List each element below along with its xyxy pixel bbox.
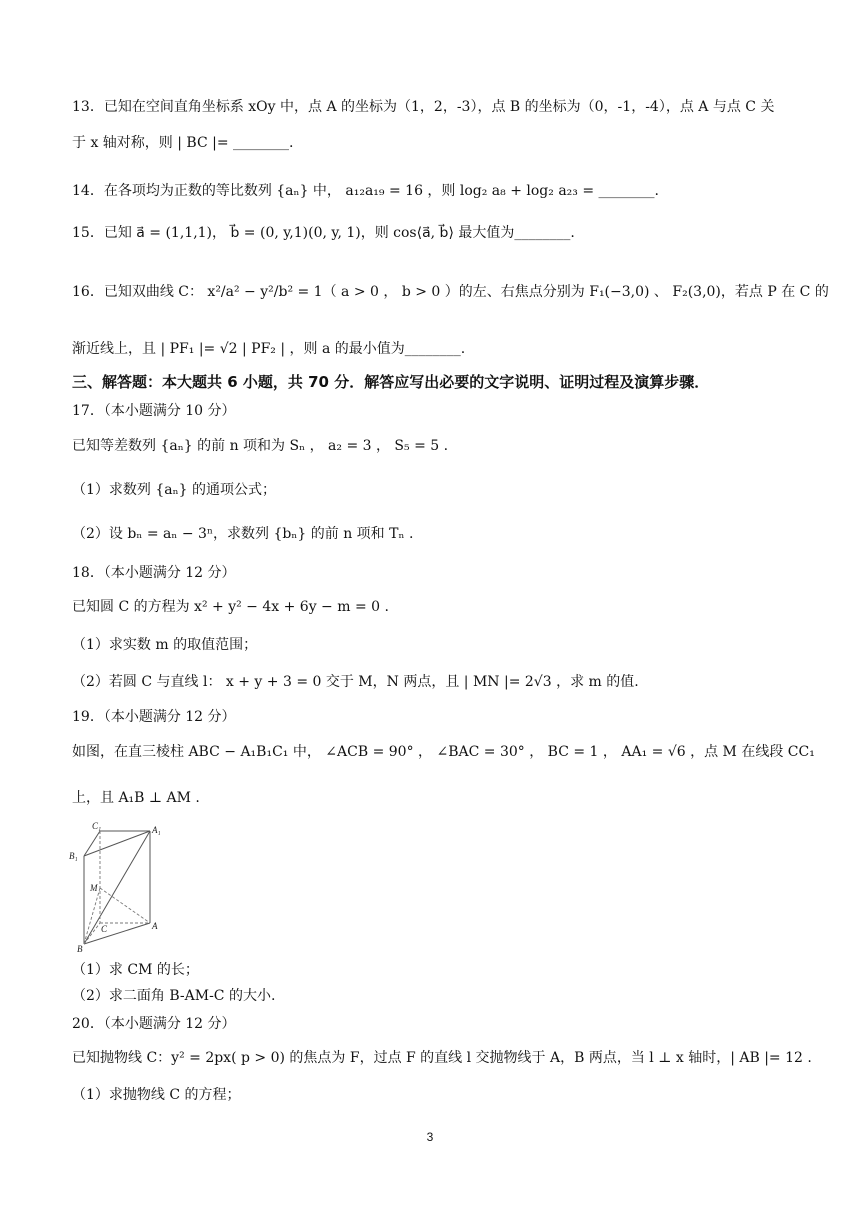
segment-m-b xyxy=(84,888,100,944)
problem-14: 14．在各项均为正数的等比数列 {aₙ} 中， a₁₂a₁₉ = 16 ，则 log₂ a₈ + log₂ a₂₃ = ________. xyxy=(72,183,659,199)
segment-m-a xyxy=(100,888,150,923)
section-3-heading: 三、解答题：本大题共 6 小题，共 70 分．解答应写出必要的文字说明、证明过程及演算步骤． xyxy=(72,373,710,391)
problem-16-line-1: 16．已知双曲线 C： x²/a² − y²/b² = 1（ a > 0 ， b > 0 ）的左、右焦点分别为 F₁(−3,0) 、 F₂(3,0)，若点 P 在 C 的 xyxy=(72,284,829,300)
problem-20-part-1: （1）求抛物线 C 的方程； xyxy=(72,1087,241,1103)
problem-17-title: 17．（本小题满分 10 分） xyxy=(72,403,236,419)
label-b: B xyxy=(77,944,83,954)
problem-19-stem-line-1: 如图，在直三棱柱 ABC − A₁B₁C₁ 中， ∠ACB = 90° ， ∠BAC = 30° ， BC = 1 ， AA₁ = √6 ，点 M 在线段 CC₁ xyxy=(72,744,815,760)
problem-17-part-2: （2）设 bₙ = aₙ − 3ⁿ，求数列 {bₙ} 的前 n 项和 Tₙ . xyxy=(72,526,414,542)
edge-b1-a1 xyxy=(84,831,150,856)
label-c: C xyxy=(101,924,108,934)
problem-13-line-2: 于 x 轴对称，则 | BC |= ________. xyxy=(72,135,294,151)
label-a: A xyxy=(152,921,158,931)
problem-18-part-1: （1）求实数 m 的取值范围； xyxy=(72,637,258,653)
problem-20-stem: 已知抛物线 C：y² = 2px( p > 0) 的焦点为 F，过点 F 的直线 l 交抛物线于 A，B 两点，当 l ⊥ x 轴时，| AB |= 12 . xyxy=(72,1050,812,1066)
label-a1: A₁ xyxy=(152,825,161,835)
problem-18-part-2: （2）若圆 C 与直线 l： x + y + 3 = 0 交于 M，N 两点，且 | MN |= 2√3 ，求 m 的值. xyxy=(72,674,639,690)
edge-b1-c1 xyxy=(84,831,100,856)
problem-19-part-1: （1）求 CM 的长； xyxy=(72,962,199,978)
problem-20-title: 20．（本小题满分 12 分） xyxy=(72,1016,236,1032)
problem-16-line-2: 渐近线上，且 | PF₁ |= √2 | PF₂ | ，则 a 的最小值为________. xyxy=(72,341,466,357)
problem-19-stem-line-2: 上，且 A₁B ⊥ AM . xyxy=(72,790,200,806)
problem-19-title: 19．（本小题满分 12 分） xyxy=(72,709,236,725)
problem-17-stem: 已知等差数列 {aₙ} 的前 n 项和为 Sₙ ， a₂ = 3 ， S₅ = 5 . xyxy=(72,438,449,454)
problem-13-line-1: 13．已知在空间直角坐标系 xOy 中，点 A 的坐标为（1，2，-3），点 B 的坐标为（0，-1，-4），点 A 与点 C 关 xyxy=(72,99,775,115)
problem-15: 15．已知 a⃗ = (1,1,1)， b⃗ = (0, y,1)(0, y, 1)，则 cos⟨a⃗, b⃗⟩ 最大值为________. xyxy=(72,225,575,241)
problem-18-stem: 已知圆 C 的方程为 x² + y² − 4x + 6y − m = 0 . xyxy=(72,599,389,615)
page-number: 3 xyxy=(426,1130,434,1144)
prism-figure xyxy=(66,820,176,955)
problem-18-title: 18．（本小题满分 12 分） xyxy=(72,565,236,581)
label-b1: B₁ xyxy=(69,851,78,861)
problem-19-part-2: （2）求二面角 B-AM-C 的大小. xyxy=(72,988,276,1004)
label-c1: C₁ xyxy=(92,821,102,831)
problem-17-part-1: （1）求数列 {aₙ} 的通项公式； xyxy=(72,482,277,498)
label-m: M xyxy=(90,883,98,893)
